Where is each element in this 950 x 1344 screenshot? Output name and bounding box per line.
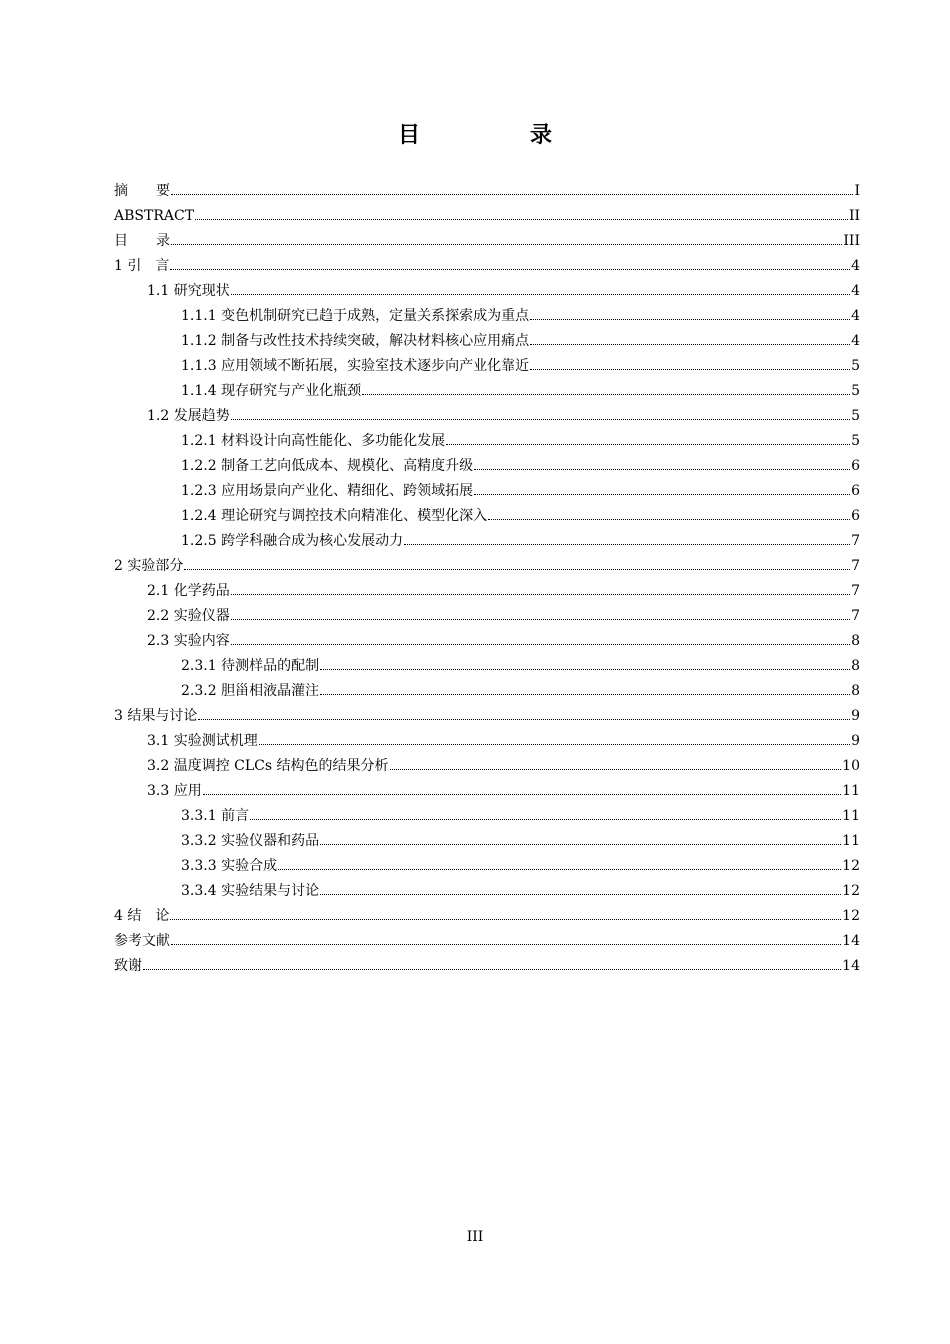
toc-dot-leader [390,768,842,770]
toc-entry-page-number: 12 [842,883,860,899]
toc-dot-leader [231,643,850,645]
toc-entry-label: 3.2 温度调控 CLCs 结构色的结果分析 [147,758,389,774]
toc-entry-page-number: 4 [851,308,860,324]
toc-entry[interactable] [114,904,860,929]
toc-entry[interactable] [114,679,860,704]
toc-entry[interactable] [114,854,860,879]
toc-entry-page-number: 5 [851,408,860,424]
toc-dot-leader [404,543,850,545]
toc-entry[interactable] [114,179,860,204]
toc-entry[interactable] [114,554,860,579]
toc-entry[interactable] [114,479,860,504]
toc-dot-leader [198,718,850,720]
toc-entry[interactable] [114,779,860,804]
toc-entry-label: 2.3 实验内容 [147,633,230,649]
toc-entry-page-number: II [848,208,860,224]
toc-entry-page-number: 4 [851,333,860,349]
toc-entry-label: 2.3.2 胆甾相液晶灌注 [181,683,320,699]
toc-dot-leader [171,943,841,945]
toc-dot-leader [446,443,850,445]
toc-entry-page-number: 11 [842,808,860,824]
toc-entry-page-number: 4 [851,258,860,274]
toc-entry-page-number: I [854,183,860,199]
toc-entry[interactable] [114,954,860,979]
toc-entry-label: 2.2 实验仪器 [147,608,230,624]
toc-entry-label: 参考文献 [114,933,170,949]
toc-entry[interactable] [114,729,860,754]
toc-entry[interactable] [114,804,860,829]
toc-entry-page-number: 10 [842,758,860,774]
toc-entry-label: 致谢 [114,958,142,974]
toc-dot-leader [231,593,850,595]
toc-entry[interactable] [114,579,860,604]
toc-dot-leader [250,818,841,820]
toc-entry[interactable] [114,254,860,279]
toc-entry-label: 2.3.1 待测样品的配制 [181,658,320,674]
toc-entry-label: 3.3.2 实验仪器和药品 [181,833,320,849]
toc-entry-label: 1.1 研究现状 [147,283,230,299]
toc-dot-leader [170,918,841,920]
toc-dot-leader [231,293,850,295]
toc-entry-label: 1.2.5 跨学科融合成为核心发展动力 [181,533,404,549]
toc-entry-label: 2 实验部分 [114,558,184,574]
toc-entry-label: 2.1 化学药品 [147,583,230,599]
toc-entry-page-number: 7 [851,558,860,574]
toc-entry[interactable] [114,204,860,229]
toc-entry-page-number: 8 [851,633,860,649]
toc-entry-page-number: III [843,233,860,249]
toc-entry-label: 1.2.2 制备工艺向低成本、规模化、高精度升级 [181,458,474,474]
toc-entry-page-number: 5 [851,358,860,374]
toc-dot-leader [184,568,850,570]
toc-entry-page-number: 8 [851,658,860,674]
footer-page-number: III [466,1229,484,1245]
toc-entry-label: 1.1.3 应用领域不断拓展，实验室技术逐步向产业化靠近 [181,358,530,374]
toc-entry[interactable] [114,879,860,904]
toc-entry[interactable] [114,529,860,554]
toc-dot-leader [320,843,841,845]
toc-dot-leader [259,743,850,745]
toc-dot-leader [320,893,841,895]
toc-entry-page-number: 6 [851,483,860,499]
toc-dot-leader [203,793,841,795]
toc-dot-leader [320,693,850,695]
toc-dot-leader [362,393,850,395]
toc-entry-page-number: 11 [842,833,860,849]
toc-entry-label: 1.2.4 理论研究与调控技术向精准化、模型化深入 [181,508,488,524]
toc-entry[interactable] [114,304,860,329]
toc-entry[interactable] [114,629,860,654]
toc-entry-page-number: 5 [851,383,860,399]
toc-entry[interactable] [114,704,860,729]
toc-dot-leader [195,218,848,220]
toc-entry-label: 3.3.3 实验合成 [181,858,278,874]
toc-entry-page-number: 8 [851,683,860,699]
toc-dot-leader [171,193,853,195]
toc-entry-page-number: 4 [851,283,860,299]
table-of-contents [114,179,860,979]
toc-entry-label: 1.1.4 现存研究与产业化瓶颈 [181,383,362,399]
toc-dot-leader [530,343,850,345]
toc-entry-page-number: 6 [851,458,860,474]
toc-dot-leader [231,418,850,420]
toc-entry-page-number: 7 [851,608,860,624]
toc-entry-page-number: 12 [842,908,860,924]
toc-entry-label: 1 引 言 [114,258,170,274]
toc-dot-leader [488,518,850,520]
toc-entry-label: 4 结 论 [114,908,170,924]
toc-entry-page-number: 6 [851,508,860,524]
toc-entry-page-number: 5 [851,433,860,449]
toc-dot-leader [320,668,850,670]
toc-dot-leader [474,468,850,470]
toc-entry-label: 目 录 [114,233,170,249]
toc-entry[interactable] [114,404,860,429]
toc-entry[interactable] [114,229,860,254]
toc-entry-label: 3 结果与讨论 [114,708,198,724]
toc-entry-page-number: 7 [851,583,860,599]
toc-entry[interactable] [114,504,860,529]
toc-dot-leader [231,618,850,620]
toc-entry-label: 摘 要 [114,183,170,199]
toc-dot-leader [474,493,850,495]
toc-entry-page-number: 14 [842,933,860,949]
toc-entry-page-number: 11 [842,783,860,799]
toc-entry[interactable] [114,454,860,479]
toc-entry[interactable] [114,654,860,679]
toc-dot-leader [170,268,850,270]
toc-entry-label: 1.2.3 应用场景向产业化、精细化、跨领域拓展 [181,483,474,499]
toc-entry-page-number: 7 [851,533,860,549]
page-title: 目 录 [397,122,596,148]
toc-dot-leader [530,318,850,320]
toc-entry-page-number: 12 [842,858,860,874]
toc-dot-leader [143,968,841,970]
toc-entry[interactable] [114,379,860,404]
toc-entry[interactable] [114,754,860,779]
toc-dot-leader [530,368,850,370]
toc-entry-page-number: 9 [851,708,860,724]
toc-entry-label: 1.1.2 制备与改性技术持续突破，解决材料核心应用痛点 [181,333,530,349]
toc-dot-leader [171,243,842,245]
toc-entry-label: 3.3.1 前言 [181,808,250,824]
toc-entry[interactable] [114,829,860,854]
toc-entry-label: 1.2.1 材料设计向高性能化、多功能化发展 [181,433,446,449]
toc-entry-label: 1.2 发展趋势 [147,408,230,424]
toc-entry-page-number: 9 [851,733,860,749]
toc-dot-leader [278,868,841,870]
toc-entry[interactable] [114,604,860,629]
toc-entry-label: ABSTRACT [114,208,195,224]
toc-entry-label: 1.1.1 变色机制研究已趋于成熟，定量关系探索成为重点 [181,308,530,324]
toc-entry[interactable] [114,929,860,954]
toc-entry[interactable] [114,354,860,379]
toc-entry-label: 3.3 应用 [147,783,202,799]
toc-entry-page-number: 14 [842,958,860,974]
toc-entry[interactable] [114,329,860,354]
toc-entry[interactable] [114,429,860,454]
toc-entry[interactable] [114,279,860,304]
toc-entry-label: 3.3.4 实验结果与讨论 [181,883,320,899]
toc-entry-label: 3.1 实验测试机理 [147,733,258,749]
